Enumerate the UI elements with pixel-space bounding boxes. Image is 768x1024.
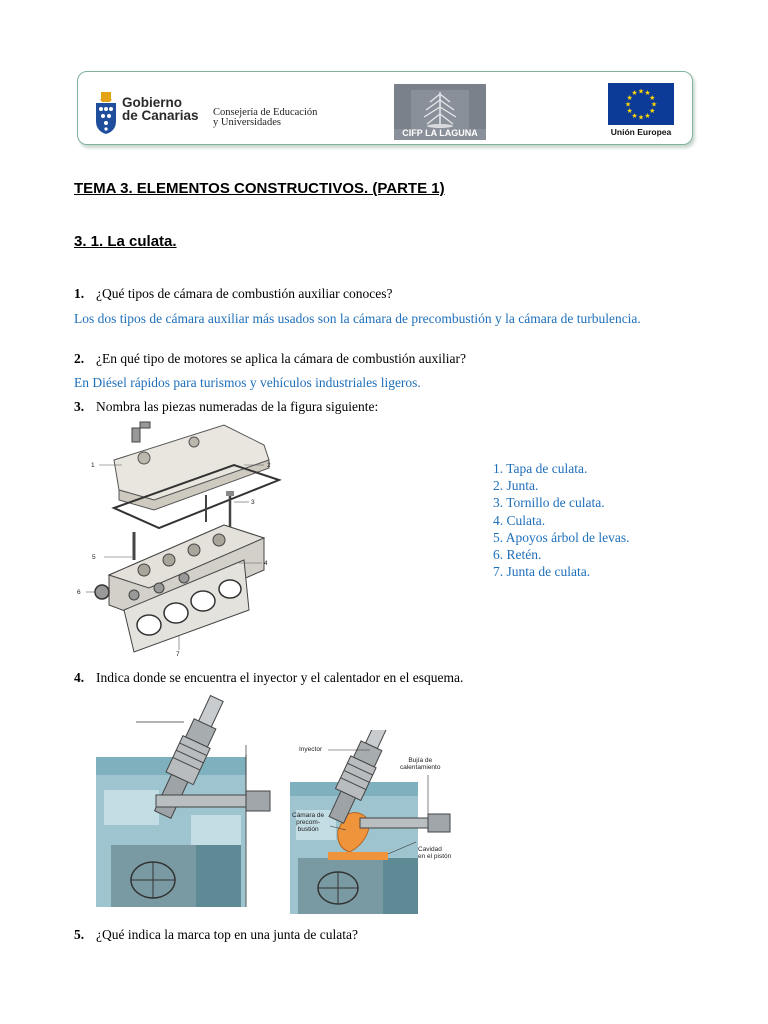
eu-star-icon: ★ bbox=[637, 87, 645, 96]
question-number: 3. bbox=[74, 399, 85, 414]
label-bujia bbox=[400, 757, 440, 771]
gobierno-canarias-crest-icon bbox=[93, 91, 119, 135]
question-text: ¿En qué tipo de motores se aplica la cámara de combustión auxiliar? bbox=[96, 351, 466, 366]
part-answer-1: 1. Tapa de culata. bbox=[493, 461, 588, 476]
document-title: TEMA 3. ELEMENTOS CONSTRUCTIVOS. (PARTE 1) bbox=[74, 180, 445, 197]
label-camara bbox=[292, 812, 324, 833]
cifp-la-laguna-logo bbox=[394, 84, 486, 140]
eu-star-icon: ★ bbox=[644, 111, 651, 120]
eu-star-icon: ★ bbox=[650, 100, 658, 109]
question-text: ¿Qué tipos de cámara de combustión auxiliar conoces? bbox=[96, 286, 393, 301]
consejeria-text bbox=[213, 108, 317, 128]
eu-star-icon: ★ bbox=[631, 89, 638, 98]
question-text: ¿Qué indica la marca top en una junta de culata? bbox=[96, 927, 358, 942]
eu-star-icon: ★ bbox=[631, 111, 638, 120]
eu-star-icon: ★ bbox=[626, 94, 633, 102]
cylinder-head-exploded-figure bbox=[74, 420, 296, 660]
label-cavidad-line2: en el pistón bbox=[418, 853, 452, 860]
part-answer-7: 7. Junta de culata. bbox=[493, 564, 591, 580]
engine-section-drawing bbox=[96, 695, 276, 910]
label-camara-line2: precom- bbox=[296, 819, 320, 826]
engine-section-figure-labeled bbox=[288, 730, 466, 915]
eu-star-icon: ★ bbox=[649, 107, 656, 115]
callout-4: 4 bbox=[264, 560, 268, 567]
part-answer-5: 5. Apoyos árbol de levas. bbox=[493, 529, 630, 545]
question-text: Indica donde se encuentra el inyector y el calentador en el esquema. bbox=[96, 670, 464, 685]
section-title: 3. 1. La culata. bbox=[74, 233, 177, 250]
engine-section-figure-unlabeled bbox=[96, 695, 276, 910]
question-2 bbox=[74, 351, 466, 367]
label-camara-line1: Cámara de bbox=[292, 812, 325, 819]
label-cavidad-line1: Cavidad bbox=[418, 846, 442, 853]
label-cavidad bbox=[418, 846, 451, 860]
callout-2: 2 bbox=[267, 462, 271, 469]
part-answer-6: 6. Retén. bbox=[493, 547, 542, 563]
question-number: 5. bbox=[74, 927, 85, 942]
header-banner bbox=[77, 71, 693, 145]
question-5 bbox=[74, 927, 358, 943]
label-camara-line3: bustión bbox=[297, 826, 319, 833]
part-answer-4: 4. Culata. bbox=[493, 512, 546, 528]
answer-1: Los dos tipos de cámara auxiliar más usados son la cámara de precombustión y la cámara de turbulencia. bbox=[74, 311, 641, 326]
parts-answers-list bbox=[493, 460, 629, 580]
question-number: 1. bbox=[74, 286, 85, 301]
answer-2: En Diésel rápidos para turismos y vehículos industriales ligeros. bbox=[74, 375, 421, 390]
question-1 bbox=[74, 286, 393, 302]
gobierno-line1: Gobierno bbox=[122, 95, 182, 110]
question-3 bbox=[74, 399, 378, 415]
callout-3: 3 bbox=[251, 499, 255, 506]
eu-label: Unión Europea bbox=[610, 127, 672, 137]
dept-line1: Consejería de Educación bbox=[213, 107, 318, 118]
eu-star-icon: ★ bbox=[626, 107, 633, 115]
label-inyector: Inyector bbox=[299, 746, 323, 753]
part-answer-3: 3. Tornillo de culata. bbox=[493, 495, 605, 511]
gobierno-canarias-logo-text bbox=[122, 96, 199, 122]
cifp-label: CIFP LA LAGUNA bbox=[402, 128, 478, 138]
callout-1: 1 bbox=[91, 462, 95, 469]
label-bujia-line1: Bujía de bbox=[408, 757, 433, 764]
question-number: 2. bbox=[74, 351, 85, 366]
question-number: 4. bbox=[74, 670, 85, 685]
callout-7: 7 bbox=[176, 651, 180, 658]
callout-5: 5 bbox=[92, 554, 96, 561]
eu-star-icon: ★ bbox=[649, 94, 656, 102]
eu-star-icon: ★ bbox=[637, 113, 645, 122]
gobierno-line2: de Canarias bbox=[122, 108, 199, 123]
eu-flag-icon bbox=[608, 83, 674, 125]
eu-star-icon: ★ bbox=[644, 89, 651, 98]
question-text: Nombra las piezas numeradas de la figura siguiente: bbox=[96, 399, 379, 414]
cylinder-head-drawing bbox=[74, 420, 296, 660]
question-4 bbox=[74, 670, 463, 686]
part-answer-2: 2. Junta. bbox=[493, 478, 539, 494]
eu-star-icon: ★ bbox=[624, 100, 632, 109]
dept-line2: y Universidades bbox=[213, 117, 281, 128]
label-bujia-line2: calentamiento bbox=[400, 764, 441, 771]
callout-6: 6 bbox=[77, 589, 81, 596]
